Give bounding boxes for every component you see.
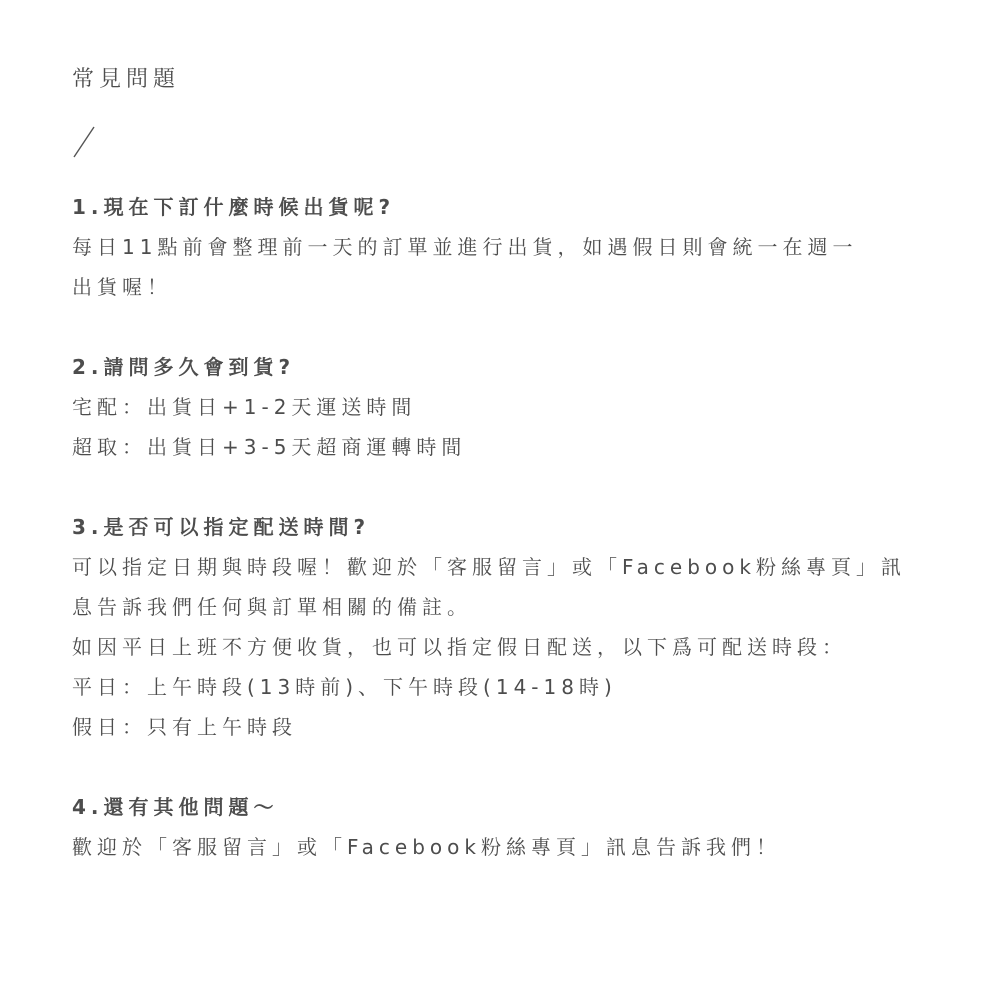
- faq-answer-line: 超取：出貨日+3-5天超商運轉時間: [72, 435, 467, 459]
- faq-answer-line: 可以指定日期與時段喔！歡迎於「客服留言」或「Facebook粉絲專頁」訊: [72, 555, 906, 579]
- faq-answer-line: 歡迎於「客服留言」或「Facebook粉絲專頁」訊息告訴我們！: [72, 835, 781, 859]
- faq-question: 4.還有其他問題～: [72, 795, 279, 819]
- faq-item-4: [72, 787, 972, 867]
- faq-question: 3.是否可以指定配送時間?: [72, 515, 371, 539]
- faq-question: 2.請問多久會到貨?: [72, 355, 296, 379]
- faq-item-2: [72, 347, 972, 467]
- faq-question: 1.現在下訂什麼時候出貨呢?: [72, 195, 396, 219]
- faq-list: [72, 187, 972, 867]
- faq-answer-line: 平日：上午時段(13時前)、下午時段(14-18時): [72, 675, 617, 699]
- faq-answer-line: 如因平日上班不方便收貨，也可以指定假日配送，以下爲可配送時段：: [72, 635, 847, 659]
- page-title: 常見問題: [72, 67, 181, 92]
- faq-item-3: [72, 507, 972, 747]
- faq-answer-line: 宅配：出貨日+1-2天運送時間: [72, 395, 417, 419]
- faq-answer-line: 出貨喔！: [72, 275, 172, 299]
- slash-divider-icon: [72, 125, 96, 159]
- faq-answer-line: 息告訴我們任何與訂單相關的備註。: [72, 595, 472, 619]
- faq-answer-line: 假日：只有上午時段: [72, 715, 297, 739]
- faq-answer-line: 每日11點前會整理前一天的訂單並進行出貨，如遇假日則會統一在週一: [72, 235, 858, 259]
- faq-item-1: [72, 187, 972, 307]
